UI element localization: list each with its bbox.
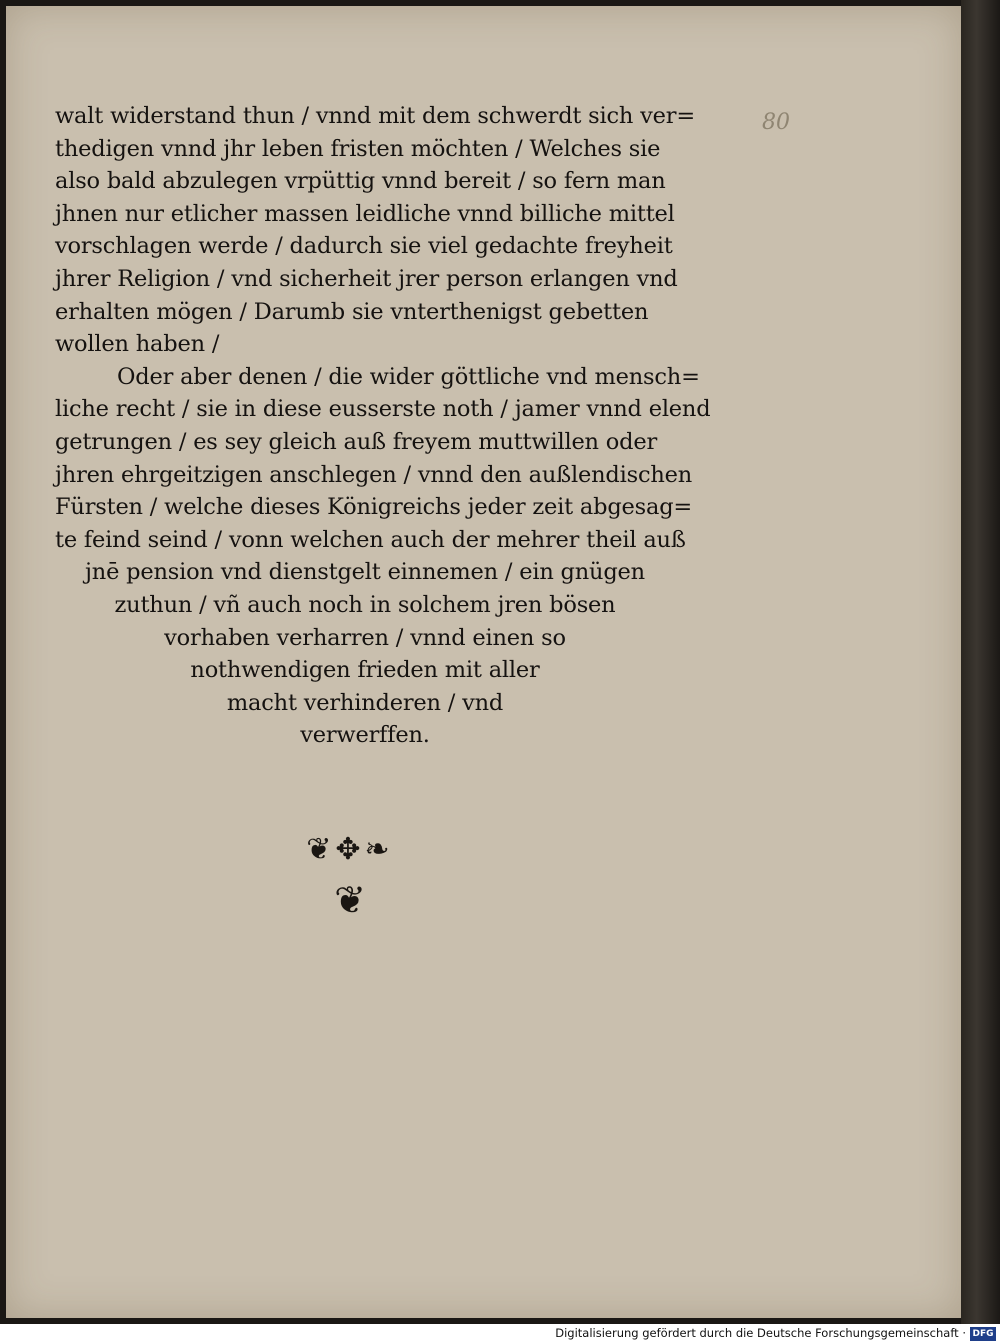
page-edge [961, 0, 1000, 1324]
text-line: getrungen / es sey gleich auß freyem muttwillen oder [55, 428, 658, 455]
footer-bar [0, 1324, 1000, 1344]
folio-number: 80 [762, 110, 790, 135]
text-line: zuthun / vñ auch noch in solchem jren bösen [114, 591, 616, 618]
text-line: jhren ehrgeitzigen anschlegen / vnnd den außlendischen [55, 461, 693, 488]
text-line: vorschlagen werde / dadurch sie viel gedachte freyheit [55, 233, 673, 260]
dfg-logo-icon: DFG [970, 1327, 996, 1341]
text-line: jnē pension vnd dienstgelt einnemen / ein gnügen [85, 559, 645, 586]
text-line: Fürsten / welche dieses Königreichs jeder zeit abgesag= [55, 494, 693, 521]
text-line: nothwendigen frieden mit aller [190, 657, 540, 684]
text-line: macht verhinderen / vnd [226, 689, 504, 716]
fleuron-ornament-icon: ❦✥❧ [306, 832, 394, 867]
body-text [55, 100, 711, 752]
text-line: te feind seind / vonn welchen auch der mehrer theil auß [55, 526, 686, 553]
text-line: walt widerstand thun / vnnd mit dem schwerdt sich ver= [55, 103, 696, 129]
text-line: Oder aber denen / die wider göttliche vnd mensch= [117, 363, 700, 390]
text-line: jhrer Religion / vnd sicherheit jrer person erlangen vnd [55, 265, 678, 292]
text-line: liche recht / sie in diese eusserste noth / jamer vnnd elend [55, 396, 711, 423]
text-line: thedigen vnnd jhr leben fristen möchten / Welches sie [55, 135, 661, 162]
fleuron-tail-icon: ❦ [334, 878, 366, 922]
text-line: verwerffen. [300, 722, 430, 749]
text-line: also bald abzulegen vrpüttig vnnd bereit / so fern man [55, 168, 666, 195]
text-line: vorhaben verharren / vnnd einen so [164, 624, 566, 651]
footer-credit: Digitalisierung gefördert durch die Deutsche Forschungsgemeinschaft · [555, 1326, 966, 1340]
text-line: jhnen nur etlicher massen leidliche vnnd billiche mittel [55, 200, 675, 227]
text-line: wollen haben / [55, 331, 220, 358]
text-line: erhalten mögen / Darumb sie vnterthenigst gebetten [55, 298, 649, 325]
